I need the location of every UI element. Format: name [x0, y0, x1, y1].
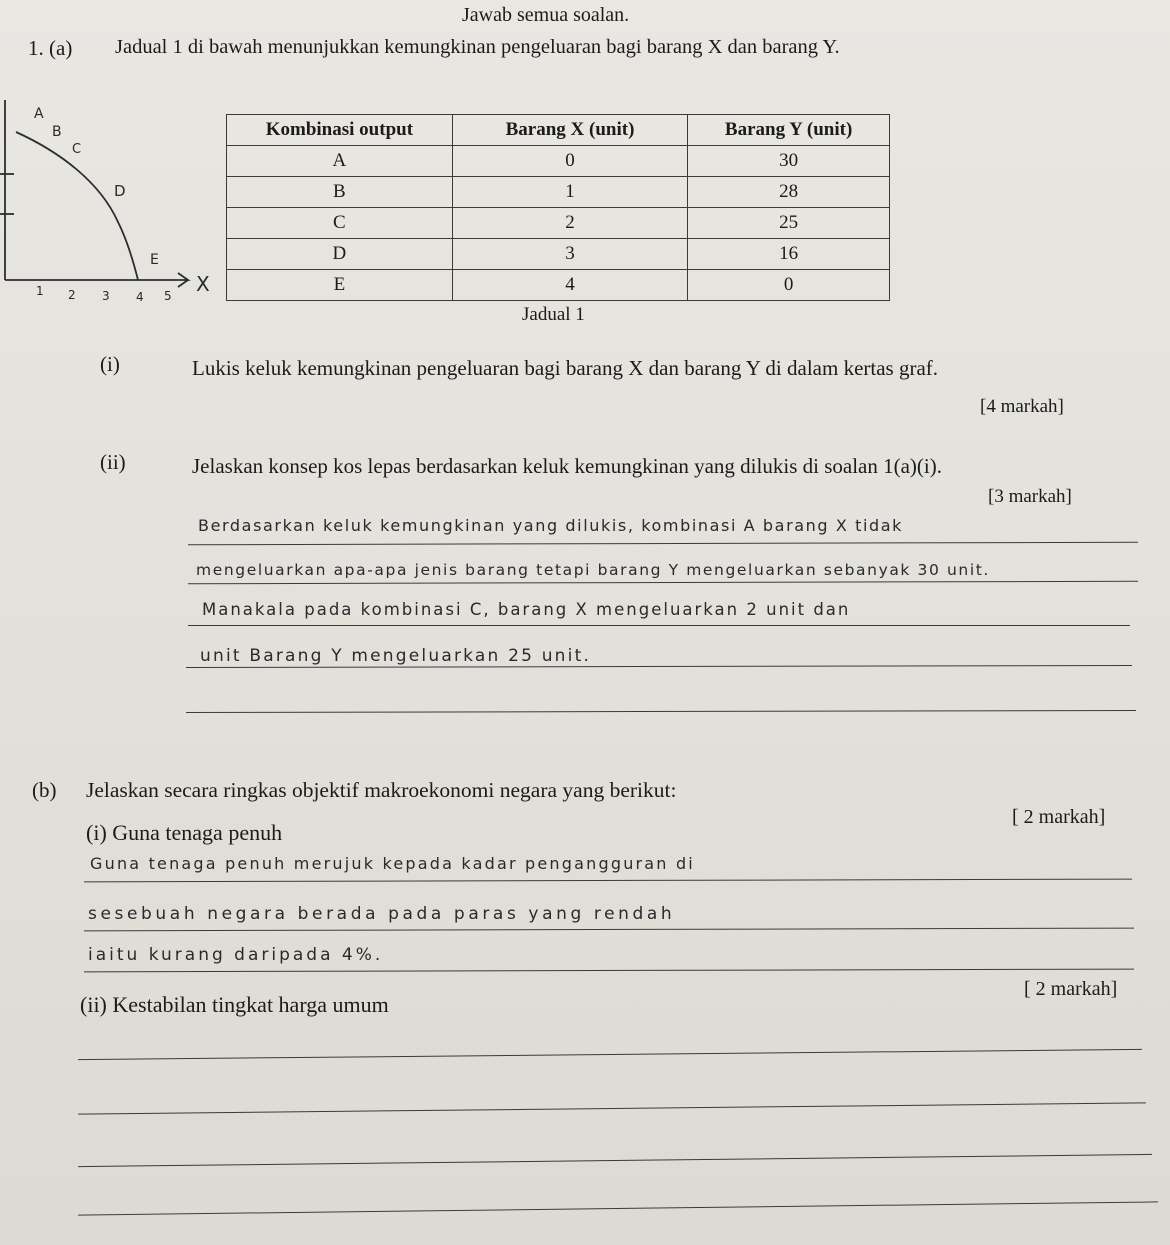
table-header-goods-x: Barang X (unit) [452, 115, 687, 146]
answer-1bi-line-3: iaitu kurang daripada 4%. [88, 945, 384, 965]
question-1aii-text: Jelaskan konsep kos lepas berdasarkan keluk kemungkinan yang dilukis di soalan 1(a)(i). [192, 454, 942, 478]
answer-line [78, 1049, 1142, 1060]
sketch-x-tick-2: 2 [68, 288, 78, 302]
question-1bi-marks: [ 2 markah] [1012, 806, 1106, 828]
sketch-x-tick-1: 1 [36, 284, 46, 298]
sketch-label-c: C [72, 142, 84, 157]
table-cell: B [227, 177, 453, 208]
table-cell: 2 [452, 208, 687, 239]
production-table [226, 114, 890, 301]
question-1aii-marks: [3 markah] [988, 486, 1072, 507]
table-cell: 0 [688, 270, 890, 301]
question-1bi-label: (i) Guna tenaga penuh [86, 820, 283, 845]
sketch-x-tick-5: 5 [164, 289, 174, 303]
sketch-label-d: D [114, 182, 128, 200]
table-cell: 3 [452, 239, 687, 270]
answer-1bi-line-1: Guna tenaga penuh merujuk kepada kadar pengangguran di [90, 854, 695, 873]
answer-line [78, 1154, 1152, 1167]
table-cell: 28 [688, 177, 890, 208]
answer-1aii-line-4: unit Barang Y mengeluarkan 25 unit. [200, 646, 592, 666]
table-cell: E [227, 270, 453, 301]
answer-line [188, 542, 1138, 545]
answer-line [84, 928, 1134, 932]
question-1bii-marks: [ 2 markah] [1024, 978, 1118, 1000]
table-header-row [227, 115, 890, 146]
answer-line [84, 879, 1132, 883]
table-cell: 16 [688, 239, 890, 270]
question-1ai-label: (i) [100, 352, 120, 376]
table-cell: 25 [688, 208, 890, 239]
answer-line [188, 625, 1130, 626]
table-row [227, 146, 890, 177]
answer-line [84, 969, 1134, 973]
answer-line [78, 1102, 1146, 1114]
sketch-x-tick-3: 3 [102, 289, 112, 303]
answer-line [186, 710, 1136, 713]
sketch-x-axis [5, 273, 188, 287]
sketch-x-axis-label: X [196, 272, 212, 296]
table-cell: D [227, 239, 453, 270]
question-1ai-text: Lukis keluk kemungkinan pengeluaran bagi barang X dan barang Y di dalam kertas graf. [192, 356, 939, 380]
table-header-combination: Kombinasi output [227, 115, 453, 146]
table-caption: Jadual 1 [522, 304, 585, 325]
answer-line [188, 581, 1138, 584]
answer-1aii-line-1: Berdasarkan keluk kemungkinan yang dilukis, kombinasi A barang X tidak [198, 516, 904, 535]
question-number: 1. (a) [28, 36, 73, 60]
table-cell: 0 [452, 146, 687, 177]
table-cell: 4 [452, 270, 687, 301]
table-row [227, 208, 890, 239]
table-cell: A [227, 146, 453, 177]
table-row [227, 177, 890, 208]
question-1b-text: Jelaskan secara ringkas objektif makroekonomi negara yang berikut: [86, 778, 677, 802]
table-row [227, 239, 890, 270]
question-1b-label: (b) [32, 778, 57, 802]
question-1a-text: Jadual 1 di bawah menunjukkan kemungkinan pengeluaran bagi barang X dan barang Y. [115, 36, 840, 58]
answer-line [78, 1201, 1158, 1215]
table-cell: C [227, 208, 453, 239]
sketch-label-e: E [150, 252, 161, 268]
question-1aii-label: (ii) [100, 450, 126, 474]
table-cell: 30 [688, 146, 890, 177]
question-1ai-marks: [4 markah] [980, 396, 1064, 417]
table-header-goods-y: Barang Y (unit) [688, 115, 890, 146]
table-row [227, 270, 890, 301]
answer-1aii-line-3: Manakala pada kombinasi C, barang X mengeluarkan 2 unit dan [202, 600, 851, 619]
instruction: Jawab semua soalan. [462, 4, 630, 26]
question-1bii-label: (ii) Kestabilan tingkat harga umum [80, 992, 389, 1017]
answer-1bi-line-2: sesebuah negara berada pada paras yang rendah [88, 904, 676, 924]
sketch-label-b: B [52, 124, 64, 140]
sketch-x-tick-4: 4 [136, 290, 146, 304]
sketch-label-a: A [34, 106, 46, 122]
table-cell: 1 [452, 177, 687, 208]
answer-1aii-line-2: mengeluarkan apa-apa jenis barang tetapi barang Y mengeluarkan sebanyak 30 unit. [196, 561, 990, 579]
